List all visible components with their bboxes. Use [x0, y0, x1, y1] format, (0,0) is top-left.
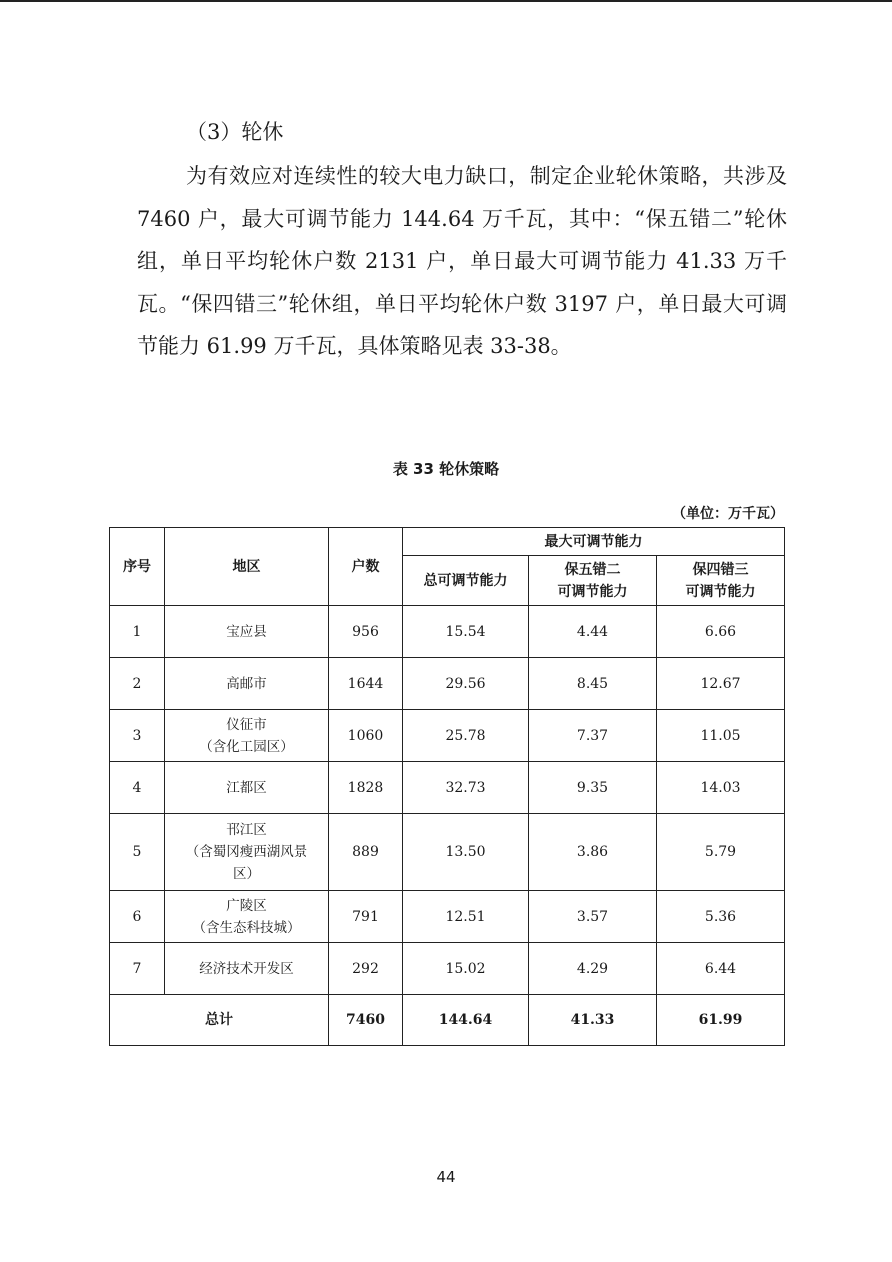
cell-group-43: 11.05: [657, 710, 785, 762]
cell-region-line2: （含生态科技城）: [192, 919, 301, 936]
cell-households: 292: [329, 943, 403, 995]
header-group-52-line2: 可调节能力: [557, 583, 628, 600]
cell-total: 12.51: [403, 891, 529, 943]
page-number: 44: [436, 1168, 456, 1186]
cell-group-43: 5.36: [657, 891, 785, 943]
cell-region: [165, 943, 329, 995]
cell-group-43: 6.44: [657, 943, 785, 995]
header-index: 序号: [110, 528, 165, 606]
table-row: [110, 814, 785, 891]
cell-households: 1060: [329, 710, 403, 762]
cell-group-43: 6.66: [657, 606, 785, 658]
cell-group-52: 9.35: [529, 762, 657, 814]
cell-index: 7: [110, 943, 165, 995]
cell-region-line2: （含蜀冈瘦西湖风景: [185, 844, 308, 860]
cell-region-line2: （含化工园区）: [199, 738, 294, 755]
cell-households: 889: [329, 814, 403, 891]
cell-total: 32.73: [403, 762, 529, 814]
cell-group-43: 5.79: [657, 814, 785, 891]
cell-total: 29.56: [403, 658, 529, 710]
cell-region-line1: 江都区: [226, 779, 267, 796]
total-group-43: 61.99: [657, 995, 785, 1046]
cell-total: 25.78: [403, 710, 529, 762]
total-group-52: 41.33: [529, 995, 657, 1046]
cell-total: 15.54: [403, 606, 529, 658]
header-group-43-line1: 保四错三: [692, 561, 749, 578]
table-row: [110, 891, 785, 943]
cell-region-line1: 高邮市: [226, 675, 267, 692]
cell-households: 1828: [329, 762, 403, 814]
cell-index: 3: [110, 710, 165, 762]
header-households: 户数: [329, 528, 403, 606]
cell-region-line3: 区）: [233, 866, 260, 882]
cell-region: [165, 762, 329, 814]
cell-index: 4: [110, 762, 165, 814]
header-group-52-line1: 保五错二: [564, 561, 621, 578]
cell-region: [165, 891, 329, 943]
cell-group-43: 12.67: [657, 658, 785, 710]
cell-index: 2: [110, 658, 165, 710]
cell-households: 791: [329, 891, 403, 943]
cell-households: 956: [329, 606, 403, 658]
section-heading: （3）轮休: [186, 120, 284, 144]
table-row: [110, 606, 785, 658]
cell-index: 1: [110, 606, 165, 658]
cell-group-52: 4.44: [529, 606, 657, 658]
cell-index: 6: [110, 891, 165, 943]
header-group-43-line2: 可调节能力: [685, 583, 756, 600]
table-row: [110, 943, 785, 995]
cell-region: [165, 606, 329, 658]
cell-region-line1: 经济技术开发区: [199, 960, 294, 977]
cell-region: [165, 710, 329, 762]
total-capacity: 144.64: [403, 995, 529, 1046]
table-title: 表 33 轮休策略: [392, 460, 500, 478]
cell-region-line1: 仪征市: [226, 716, 267, 733]
cell-group-43: 14.03: [657, 762, 785, 814]
table-row: [110, 658, 785, 710]
cell-index: 5: [110, 814, 165, 891]
table-total-row: [110, 995, 785, 1046]
cell-group-52: 7.37: [529, 710, 657, 762]
page-top-border: [0, 0, 892, 2]
cell-region-line1: 宝应县: [226, 623, 267, 640]
rotation-strategy-table: [109, 527, 785, 1046]
section-paragraph: 为有效应对连续性的较大电力缺口，制定企业轮休策略，共涉及 7460 户，最大可调节能力 144.64 万千瓦，其中：“保五错二”轮休组，单日平均轮休户数 2131 户，单日最大可调节能力 41.33 万千瓦。“保四错三”轮休组，单日平均轮休户数 3197 户，单日最大可调节能力 61.99 万千瓦，具体策略见表 33-38。: [137, 164, 787, 358]
cell-households: 1644: [329, 658, 403, 710]
header-group-52: [529, 556, 657, 606]
cell-group-52: 3.57: [529, 891, 657, 943]
total-households: 7460: [329, 995, 403, 1046]
table-row: [110, 762, 785, 814]
cell-region-line1: 广陵区: [226, 897, 267, 914]
cell-group-52: 3.86: [529, 814, 657, 891]
cell-region: [165, 658, 329, 710]
cell-total: 15.02: [403, 943, 529, 995]
total-label: 总计: [110, 995, 329, 1046]
cell-group-52: 4.29: [529, 943, 657, 995]
header-region: 地区: [165, 528, 329, 606]
cell-total: 13.50: [403, 814, 529, 891]
table-row: [110, 710, 785, 762]
cell-group-52: 8.45: [529, 658, 657, 710]
header-total-capacity: 总可调节能力: [403, 556, 529, 606]
header-group-43: [657, 556, 785, 606]
cell-region: [165, 814, 329, 891]
header-max-capacity: 最大可调节能力: [403, 528, 785, 556]
table-unit: （单位：万千瓦）: [672, 506, 784, 522]
cell-region-line1: 邗江区: [226, 822, 267, 838]
